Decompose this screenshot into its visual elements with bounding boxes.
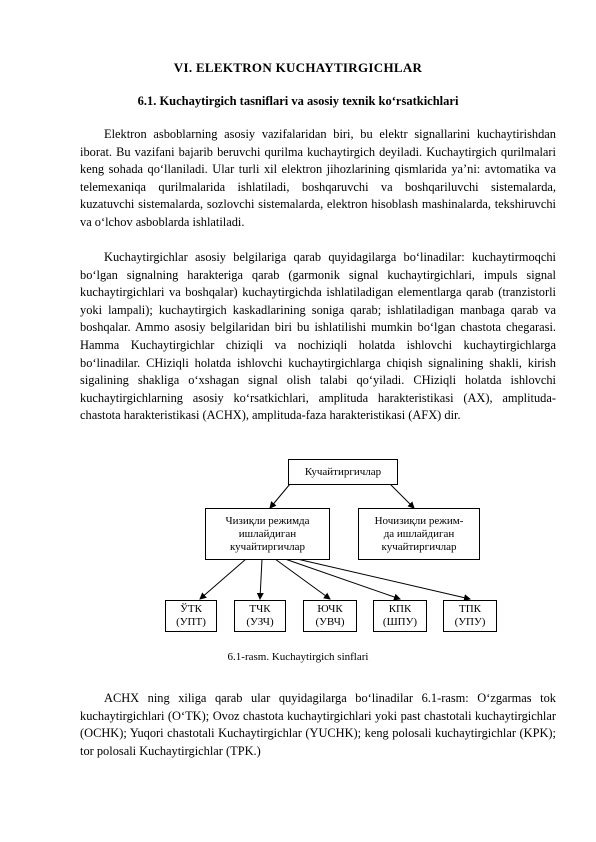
leaf-box-tchk: ТЧК (УЗЧ) (234, 600, 286, 632)
connector-line (200, 559, 246, 599)
figure-caption: 6.1-rasm. Kuchaytirgich sinflari (227, 651, 369, 663)
classification-diagram (0, 455, 596, 645)
paragraph: ACHX ning xiliga qarab ular quyidagilarga boʻlinadilar 6.1-rasm: Oʻzgarmas tok kuchaytirgichlari (OʻTK); Ovoz chastota kuchaytirgichlari yoki past chastotali kuchaytirgichlar (OCHK); Yuqori chastotali Kuchaytirgichlar (YUCHK); keng polosali kuchaytirgichlar (KPK); tor polosali Kuchaytirgichlar (TPK.) (80, 691, 556, 758)
leaf-box-tpk: ТПК (УПУ) (443, 600, 497, 632)
leaf-box-utk: ЎТК (УПТ) (165, 600, 217, 632)
leaf-box-kpk: КПК (ШПУ) (373, 600, 427, 632)
nonlinear-amplifiers-box: Ночизиқли режим- да ишлайдиган кучайтиргичлар (358, 508, 480, 560)
connector-line (390, 484, 414, 508)
linear-amplifiers-box: Чизиқли режимда ишлайдиган кучайтиргичлар (205, 508, 330, 560)
paragraph: Kuchaytirgichlar asosiy belgilariga qarab quyidagilarga boʻlinadilar: kuchaytirmoqchi boʻlgan signalning harakteriga qarab (garmonik signal kuchaytirgichlari, impuls signal kuchaytirgichlari va boshqalar) kuchaytirgichda ishlatiladigan elementlarga qarab (tranzistorli yoki lampali); kuchaytirgich kaskadlarining soniga qarab; ishlatiladigan manbaga qarab va boshqalar. Ammo asosiy belgilaridan biri bu ishlatilishi mumkin boʻlgan chastota chegarasi. Hamma Kuchaytirgichlar chiziqli va nochiziqli holatda ishlovchi kuchaytirgichlarga boʻlinadilar. CHiziqli holatda ishlovchi kuchaytirgichlarga chiqish signalining shakli, kirish sigalining shakliga oʻxshagan signal olish talabi qoʻyiladi. CHiziqli holatda ishlovchi kuchaytirgichlarning asosiy koʻrsatkichlari, amplituda harakteristikasi (AX), amplituda-chastota harakteristikasi (ACHX), amplituda-faza harakteristikasi (AFX) dir. (80, 250, 556, 423)
paragraph: Elektron asboblarning asosiy vazifalaridan biri, bu elektr signallarini kuchaytirishdan iborat. Bu vazifani bajarib beruvchi qurilma kuchaytirgich deyiladi. Kuchaytirgich qurilmalari keng sohada qoʻllaniladi. Ular turli xil elektron jihozlarining qismlarida ya’ni: avtomatika va telemexaniqa qurilmalarida ishlatiladi, boshqaruvchi va boshqariluvchi sistemalarda, kuzatuvchi sistemalarda, sozlovchi sistemalarda, elektron hisoblash mashinalarda, tekshiruvchi va oʻlchov asboblarda ishlatiladi. (80, 127, 556, 229)
section-title: 6.1. Kuchaytirgich tasniflari va asosiy texnik koʻrsatkichlari (137, 94, 459, 108)
root-box: Кучайтиргичлар (288, 459, 398, 485)
connector-line (270, 484, 290, 508)
leaf-box-yuchk: ЮЧК (УВЧ) (303, 600, 357, 632)
connector-line (260, 559, 262, 599)
chapter-title: VI. ELEKTRON KUCHAYTIRGICHLAR (173, 60, 423, 75)
